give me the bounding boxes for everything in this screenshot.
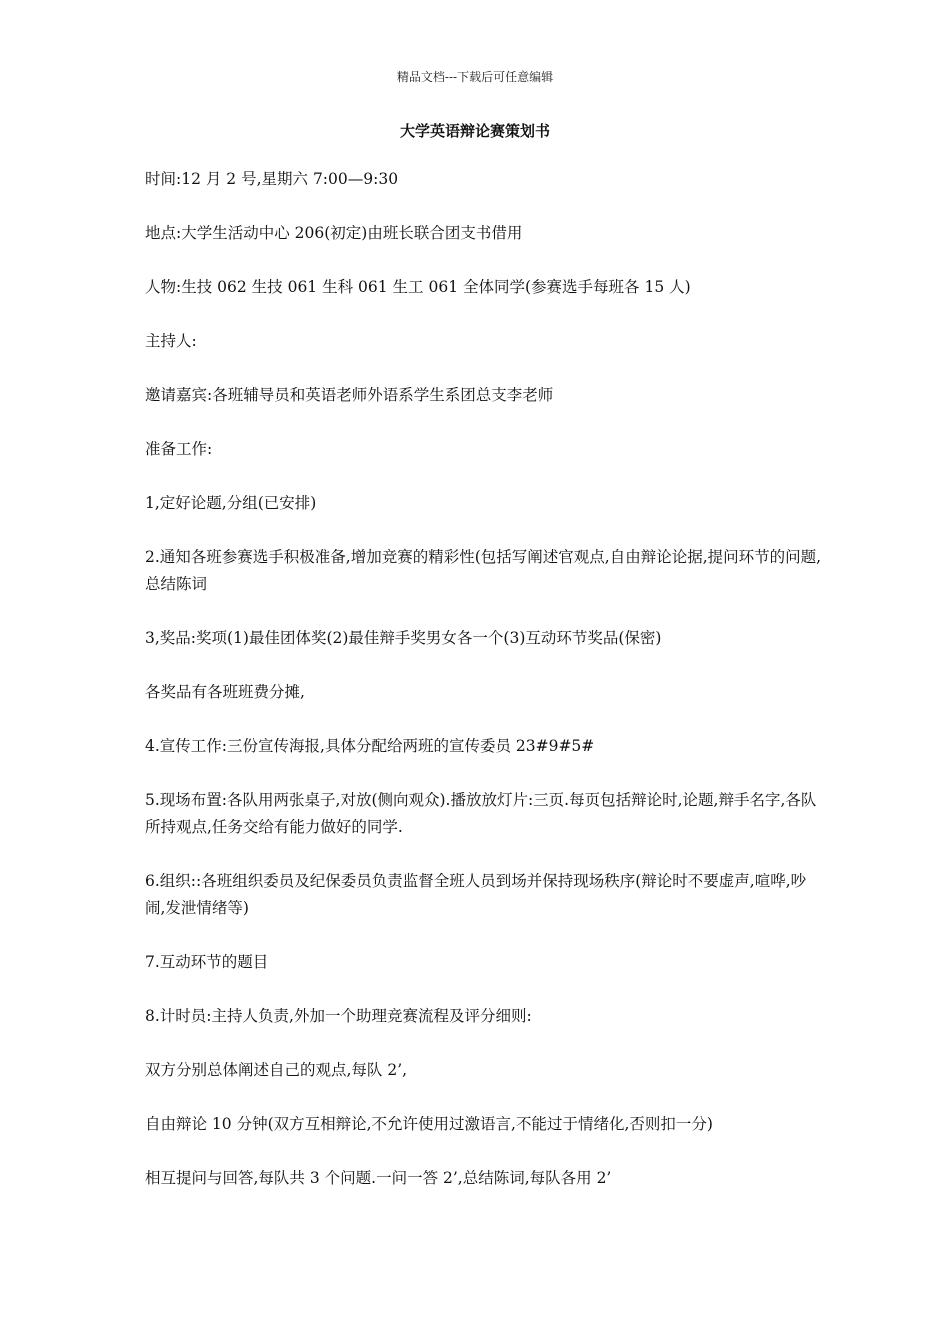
paragraph-item-7: 7.互动环节的题目 [145, 953, 269, 971]
paragraph-item-5: 5.现场布置:各队用两张桌子,对放(侧向观众).播放放灯片:三页.每页包括辩论时,论题,辩手名字,各队所持观点,任务交给有能力做好的同学. [145, 791, 817, 836]
paragraph-item-1: 1,定好论题,分组(已安排) [145, 494, 317, 512]
page-header: 精品文档---下载后可任意编辑 [396, 70, 554, 84]
paragraph-prize-funding: 各奖品有各班班费分摊, [145, 683, 305, 701]
paragraph-free-debate: 自由辩论 10 分钟(双方互相辩论,不允许使用过激语言,不能过于情绪化,否则扣一分) [145, 1115, 713, 1133]
paragraph-item-8: 8.计时员:主持人负责,外加一个助理竞赛流程及评分细则: [145, 1007, 532, 1025]
paragraph-opening-statements: 双方分别总体阐述自己的观点,每队 2’, [145, 1061, 408, 1079]
paragraph-item-4: 4.宣传工作:三份宣传海报,具体分配给两班的宣传委员 23#9#5# [145, 737, 595, 755]
paragraph-item-3: 3,奖品:奖项(1)最佳团体奖(2)最佳辩手奖男女各一个(3)互动环节奖品(保密) [145, 629, 662, 647]
document-body [145, 166, 825, 1219]
paragraph-location: 地点:大学生活动中心 206(初定)由班长联合团支书借用 [145, 224, 523, 242]
paragraph-guests: 邀请嘉宾:各班辅导员和英语老师外语系学生系团总支李老师 [145, 386, 554, 404]
document-title: 大学英语辩论赛策划书 [399, 122, 550, 140]
paragraph-time: 时间:12 月 2 号,星期六 7:00—9:30 [145, 170, 399, 188]
paragraph-host: 主持人: [145, 332, 197, 350]
paragraph-cross-examination: 相互提问与回答,每队共 3 个问题.一问一答 2’,总结陈词,每队各用 2’ [145, 1169, 612, 1187]
paragraph-item-6: 6.组织::各班组织委员及纪保委员负责监督全班人员到场并保持现场秩序(辩论时不要虚声,喧哗,吵闹,发泄情绪等) [145, 872, 807, 917]
paragraph-preparation-heading: 准备工作: [145, 440, 213, 458]
paragraph-item-2: 2.通知各班参赛选手积极准备,增加竞赛的精彩性(包括写阐述官观点,自由辩论论据,提问环节的问题,总结陈词 [145, 548, 822, 593]
paragraph-participants: 人物:生技 062 生技 061 生科 061 生工 061 全体同学(参赛选手每班各 15 人) [145, 278, 691, 296]
